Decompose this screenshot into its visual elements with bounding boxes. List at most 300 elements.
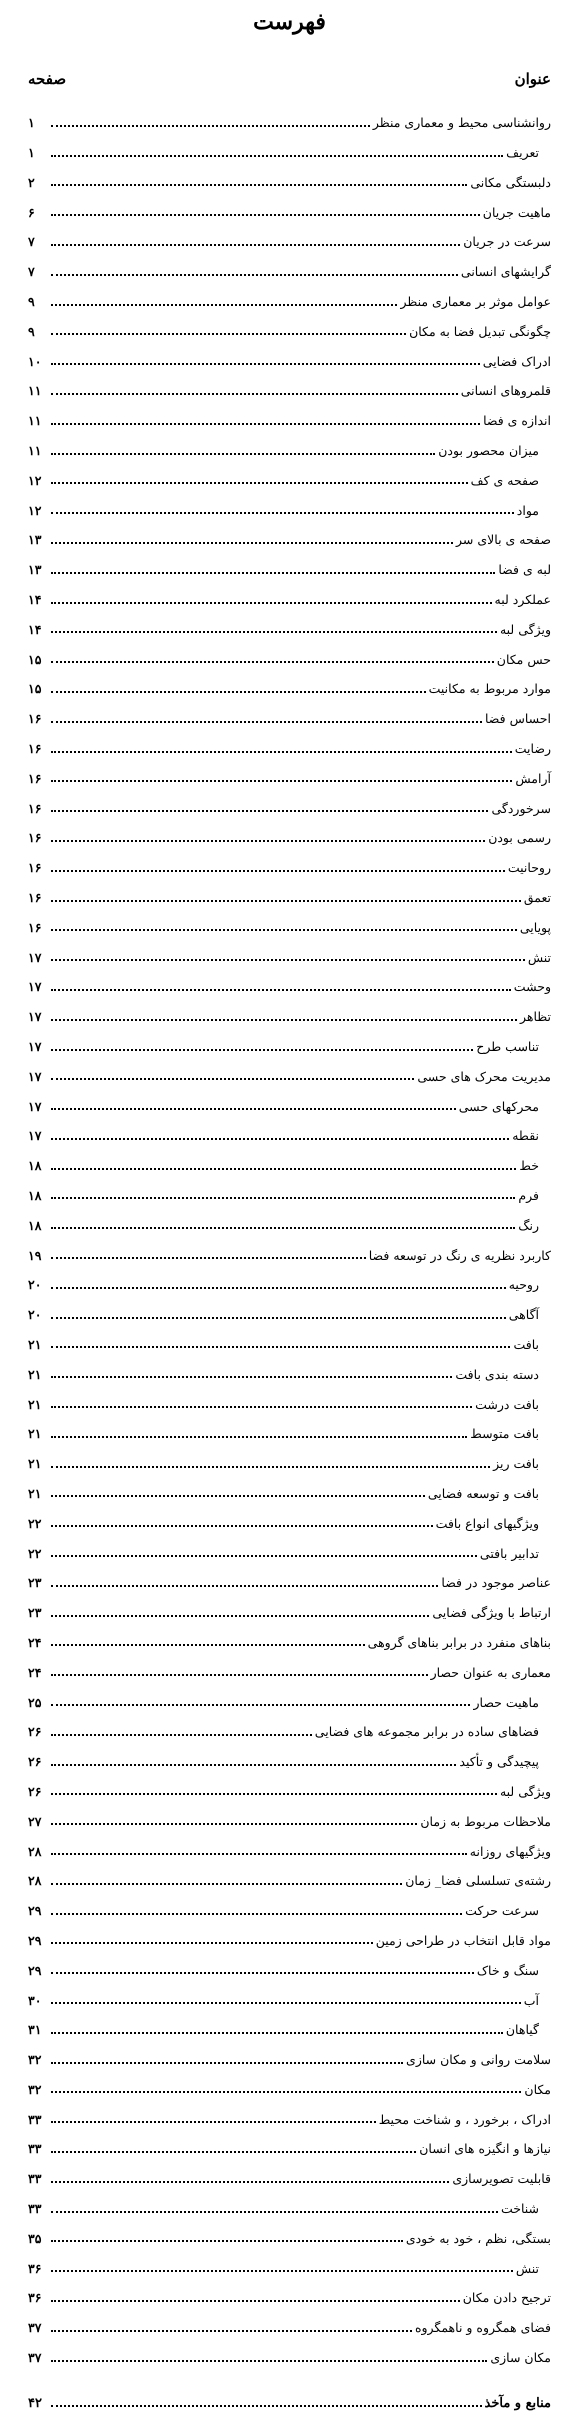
- dot-leader: [51, 1018, 517, 1021]
- dot-leader: [51, 511, 514, 514]
- dot-leader: [51, 690, 426, 693]
- toc-entry: [28, 1769, 551, 1799]
- toc-entry-page-number: ۱۶: [28, 770, 42, 786]
- dot-leader: [51, 243, 460, 246]
- toc-entry-page-number: ۱۶: [28, 919, 42, 935]
- toc-entry-page-number: ۱۸: [28, 1158, 42, 1174]
- toc-entry-title: شناخت: [500, 2201, 539, 2217]
- toc-entry-title: لبه ی فضا: [498, 562, 551, 578]
- toc-entry: [28, 1143, 551, 1173]
- toc-entry: [28, 100, 551, 130]
- toc-entry-title: ویژگی لبه: [499, 1783, 551, 1799]
- toc-entry: [28, 2126, 551, 2156]
- toc-entry-page-number: ۷: [28, 234, 35, 250]
- dot-leader: [51, 1167, 516, 1170]
- dot-leader: [51, 2180, 449, 2183]
- dot-leader: [51, 1733, 312, 1736]
- toc-entry-page-number: ۳۳: [28, 2171, 42, 2187]
- toc-entry-title: مکان: [524, 2081, 551, 2097]
- dot-leader: [51, 1792, 497, 1795]
- toc-entry-page-number: ۳۲: [28, 2081, 42, 2097]
- dot-leader: [51, 1703, 470, 1706]
- toc-entry-page-number: ۲۸: [28, 1843, 42, 1859]
- toc-entry: [28, 875, 551, 905]
- toc-entry: [28, 1083, 551, 1113]
- toc-entry: [28, 2335, 551, 2365]
- dot-leader: [51, 541, 453, 544]
- toc-entry-page-number: ۲۳: [28, 1605, 42, 1621]
- toc-list: [28, 100, 551, 2410]
- dot-leader: [51, 481, 468, 484]
- dot-leader: [51, 1196, 515, 1199]
- toc-entry-title: سرخوردگی: [491, 800, 551, 816]
- toc-entry: [28, 2156, 551, 2186]
- toc-entry-title: مواد: [516, 502, 539, 518]
- toc-entry-title: گرایشهای انسانی: [460, 264, 551, 280]
- toc-entry: [28, 1709, 551, 1739]
- toc-entry-title: مکان سازی: [490, 2350, 551, 2366]
- toc-entry-page-number: ۲۶: [28, 1724, 42, 1740]
- toc-entry-title: رنگ: [518, 1217, 539, 1233]
- toc-entry: [28, 1471, 551, 1501]
- toc-entry-title: معماری به عنوان حصار: [430, 1664, 551, 1680]
- dot-leader: [51, 1345, 510, 1348]
- toc-entry: [28, 1054, 551, 1084]
- dot-leader: [51, 1912, 462, 1915]
- dot-leader: [51, 2210, 498, 2213]
- dot-leader: [51, 1524, 433, 1527]
- toc-entry: [28, 785, 551, 815]
- dot-leader: [51, 1852, 467, 1855]
- toc-entry-page-number: ۱۲: [28, 472, 42, 488]
- toc-entry: [28, 130, 551, 160]
- toc-entry-title: ادراک فضایی: [482, 353, 551, 369]
- toc-entry: [28, 1113, 551, 1143]
- toc-entry-title: اندازه ی فضا: [483, 413, 551, 429]
- toc-entry: [28, 2275, 551, 2305]
- toc-entry: [28, 1858, 551, 1888]
- dot-leader: [51, 988, 511, 991]
- toc-entry-title: کاربرد نظریه ی رنگ در توسعه فضا: [368, 1247, 551, 1263]
- toc-entry: [28, 2037, 551, 2067]
- dot-leader: [51, 1405, 472, 1408]
- dot-leader: [51, 1137, 509, 1140]
- toc-entry-title: روحیه: [508, 1277, 539, 1293]
- toc-entry: [28, 636, 551, 666]
- toc-entry-title: سلامت روانی و مکان سازی: [406, 2052, 551, 2068]
- dot-leader: [51, 1643, 365, 1646]
- toc-entry-title: عملکرد لبه: [494, 592, 551, 608]
- toc-entry-title: تدابیر بافتی: [479, 1545, 539, 1561]
- toc-entry-title: ویژگیهای انواع بافت: [435, 1515, 539, 1531]
- dot-leader: [51, 362, 480, 365]
- dot-leader: [51, 2090, 521, 2093]
- dot-leader: [51, 332, 406, 335]
- toc-entry-title: خط: [519, 1158, 539, 1174]
- toc-entry: [28, 517, 551, 547]
- toc-entry-page-number: ۱۸: [28, 1217, 42, 1233]
- toc-entry: [28, 487, 551, 517]
- toc-entry-title: تناسب طرح: [476, 1039, 539, 1054]
- toc-entry-title: گیاهان: [505, 2022, 539, 2038]
- dot-leader: [51, 660, 494, 663]
- toc-entry-title: نیازها و انگیزه های انسان: [419, 2141, 551, 2157]
- toc-entry-page-number: ۱۴: [28, 592, 42, 608]
- toc-entry-page-number: ۲۱: [28, 1426, 42, 1442]
- toc-entry: [28, 1649, 551, 1679]
- toc-entry-title: قلمروهای انسانی: [460, 383, 551, 399]
- toc-entry-page-number: ۱۶: [28, 890, 42, 906]
- dot-leader: [51, 1465, 490, 1468]
- dot-leader: [51, 839, 485, 842]
- toc-entry-page-number: ۲۱: [28, 1366, 42, 1382]
- toc-entry-page-number: ۲۱: [28, 1485, 42, 1501]
- dot-leader: [51, 2329, 412, 2332]
- toc-entry: [28, 428, 551, 458]
- toc-entry-title: عناصر موجود در فضا: [441, 1575, 551, 1591]
- toc-entry-page-number: ۳۱: [28, 2022, 42, 2038]
- dot-leader: [51, 2120, 376, 2123]
- toc-entry-page-number: ۲۹: [28, 1903, 42, 1919]
- toc-entry-title: بافت ریز: [493, 1456, 539, 1472]
- toc-entry-page-number: ۳۰: [28, 1992, 42, 2008]
- dot-leader: [51, 422, 480, 425]
- toc-entry: [28, 1292, 551, 1322]
- toc-entry-page-number: ۱۳: [28, 562, 42, 578]
- toc-entry-page-number: ۴۲: [28, 2396, 42, 2411]
- toc-entry-title: سرعت در جریان: [463, 234, 551, 250]
- toc-entry-page-number: ۳۶: [28, 2260, 42, 2276]
- toc-entry: [28, 249, 551, 279]
- toc-entry-page-number: ۲۰: [28, 1307, 42, 1323]
- dot-leader: [51, 303, 397, 306]
- toc-entry-page-number: ۱۷: [28, 979, 42, 995]
- toc-entry-title: ویژگیهای روزانه: [469, 1843, 551, 1859]
- toc-entry-page-number: ۲۶: [28, 1754, 42, 1770]
- toc-entry-page-number: ۲۱: [28, 1456, 42, 1472]
- toc-entry: [28, 368, 551, 398]
- toc-entry: [28, 1232, 551, 1262]
- toc-entry: [28, 458, 551, 488]
- toc-entry: [28, 1947, 551, 1977]
- toc-entry-page-number: ۹: [28, 294, 35, 310]
- toc-entry-title: احساس فضا: [484, 711, 551, 727]
- toc-entry: [28, 1411, 551, 1441]
- toc-entry-title: نقطه: [512, 1128, 539, 1144]
- toc-entry-title: سنگ و خاک: [476, 1962, 539, 1978]
- toc-entry-title: میزان محصور بودن: [438, 443, 539, 459]
- toc-entry: [28, 696, 551, 726]
- toc-entry-title: آرامش: [515, 770, 551, 786]
- dot-leader: [51, 1048, 473, 1051]
- toc-entry-page-number: ۲۶: [28, 1783, 42, 1799]
- toc-entry-title: دسته بندی بافت: [455, 1366, 539, 1382]
- toc-entry: [28, 1530, 551, 1560]
- toc-entry-title: پویایی: [519, 919, 551, 935]
- dot-leader: [51, 899, 521, 902]
- toc-entry-page-number: ۱۱: [28, 413, 42, 429]
- toc-entry-title: محرکهای حسی: [458, 1098, 539, 1114]
- toc-entry-page-number: ۱۷: [28, 1068, 42, 1084]
- toc-entry: [28, 2305, 551, 2335]
- toc-entry-page-number: ۱۲: [28, 502, 42, 518]
- dot-leader: [51, 2031, 503, 2034]
- toc-entry-title: عوامل موثر بر معماری منظر: [400, 294, 551, 310]
- toc-entry-page-number: ۱۶: [28, 800, 42, 816]
- toc-entry-page-number: ۷: [28, 264, 35, 280]
- toc-entry-page-number: ۳۲: [28, 2052, 42, 2068]
- toc-entry: [28, 1798, 551, 1828]
- dot-leader: [51, 2239, 403, 2242]
- toc-entry: [28, 1918, 551, 1948]
- toc-entry-title: تنش: [515, 2260, 539, 2276]
- toc-entry-page-number: ۲۹: [28, 1932, 42, 1948]
- toc-entry-title: مواد قابل انتخاب در طراحی زمین: [375, 1932, 551, 1948]
- toc-entry: [28, 1679, 551, 1709]
- toc-entry-page-number: ۲۴: [28, 1664, 42, 1680]
- toc-entry: [28, 279, 551, 309]
- dot-leader: [51, 1941, 373, 1944]
- toc-entry-page-number: ۱۶: [28, 711, 42, 727]
- toc-entry-title: ملاحظات مربوط به زمان: [420, 1813, 551, 1829]
- dot-leader: [51, 958, 525, 961]
- toc-entry-page-number: ۶: [28, 204, 35, 220]
- toc-entry: [28, 309, 551, 339]
- toc-entry: [28, 815, 551, 845]
- toc-entry-title: ماهیت حصار: [473, 1694, 539, 1710]
- toc-entry: [28, 219, 551, 249]
- dot-leader: [51, 1673, 428, 1676]
- toc-entry: [28, 756, 551, 786]
- dot-leader: [51, 1316, 506, 1319]
- toc-entry: [28, 1441, 551, 1471]
- toc-entry: [28, 1351, 551, 1381]
- toc-entry: [28, 905, 551, 935]
- toc-entry-title: فضاهای ساده در برابر مجموعه های فضایی: [314, 1724, 539, 1740]
- toc-entry-page-number: ۱: [28, 145, 35, 161]
- toc-entry: [28, 666, 551, 696]
- dot-leader: [51, 779, 512, 782]
- dot-leader: [51, 183, 467, 186]
- toc-entry: [28, 2216, 551, 2246]
- toc-entry: [28, 607, 551, 637]
- toc-entry-title: صفحه ی بالای سر: [456, 532, 551, 548]
- toc-entry-title: روحانیت: [507, 860, 551, 876]
- dot-leader: [51, 750, 512, 753]
- toc-entry-page-number: ۱۷: [28, 1039, 42, 1054]
- toc-entry-page-number: ۹: [28, 323, 35, 339]
- toc-entry: [28, 2096, 551, 2126]
- toc-entry-references: [28, 2381, 551, 2411]
- toc-entry-title: بافت درشت: [475, 1396, 539, 1412]
- toc-entry: [28, 845, 551, 875]
- toc-entry-page-number: ۱۰: [28, 353, 42, 369]
- toc-entry-page-number: ۲۳: [28, 1575, 42, 1591]
- dot-leader: [51, 1822, 417, 1825]
- dot-leader: [51, 1107, 456, 1110]
- toc-entry: [28, 1322, 551, 1352]
- toc-entry-page-number: ۱۹: [28, 1247, 42, 1263]
- dot-leader: [51, 124, 370, 127]
- toc-entry-page-number: ۳۶: [28, 2290, 42, 2306]
- toc-entry: [28, 2245, 551, 2275]
- dot-leader: [51, 571, 495, 574]
- dot-leader: [51, 1763, 456, 1766]
- toc-entry-title: تعریف: [506, 145, 539, 161]
- toc-entry: [28, 726, 551, 756]
- toc-entry: [28, 1500, 551, 1530]
- dot-leader: [51, 2001, 521, 2004]
- toc-entry-title: آب: [523, 1992, 539, 2008]
- toc-entry-page-number: ۲۰: [28, 1277, 42, 1293]
- toc-entry-title: تعمق: [523, 890, 551, 906]
- toc-entry-title: رشته‌ی تسلسلی فضا_ زمان: [405, 1873, 551, 1889]
- dot-leader: [51, 1971, 474, 1974]
- topic-column-label: عنوان: [514, 70, 551, 88]
- dot-leader: [51, 1494, 425, 1497]
- toc-entry-page-number: ۱۱: [28, 443, 42, 459]
- toc-entry: [28, 1262, 551, 1292]
- dot-leader: [51, 1584, 438, 1587]
- toc-entry-page-number: ۲۸: [28, 1873, 42, 1889]
- toc-entry-page-number: ۲۴: [28, 1634, 42, 1650]
- toc-entry-page-number: ۱۷: [28, 949, 42, 965]
- toc-entry-title: آگاهی: [508, 1307, 539, 1323]
- toc-entry-title: مدیریت محرک های حسی: [417, 1068, 551, 1084]
- toc-entry-page-number: ۳۳: [28, 2141, 42, 2157]
- toc-entry: [28, 1024, 551, 1054]
- toc-entry: [28, 398, 551, 428]
- dot-leader: [51, 720, 482, 723]
- dot-leader: [51, 273, 458, 276]
- toc-entry-title: قابلیت تصویرسازی: [452, 2171, 551, 2187]
- dot-leader: [51, 630, 497, 633]
- dot-leader: [51, 1226, 515, 1229]
- toc-entry: [28, 1828, 551, 1858]
- toc-entry-title: فضای همگروه و ناهمگروه: [414, 2320, 551, 2336]
- dot-leader: [51, 1256, 366, 1259]
- toc-entry-page-number: ۱۶: [28, 860, 42, 876]
- dot-leader: [51, 1375, 452, 1378]
- toc-entry-title: بناهای منفرد در برابر بناهای گروهی: [367, 1634, 551, 1650]
- toc-entry: [28, 1560, 551, 1590]
- toc-entry: [28, 338, 551, 368]
- toc-entry-page-number: ۱۳: [28, 532, 42, 548]
- toc-entry-page-number: ۲۹: [28, 1962, 42, 1978]
- dot-leader: [51, 452, 435, 455]
- toc-entry: [28, 1888, 551, 1918]
- toc-entry-title: رسمی بودن: [488, 830, 551, 846]
- toc-entry-title: منابع و مآخذ: [484, 2396, 551, 2411]
- toc-entry-title: تنش: [527, 949, 551, 965]
- toc-entry-title: تظاهر: [519, 1009, 551, 1025]
- dot-leader: [51, 1554, 477, 1557]
- toc-entry-page-number: ۲۷: [28, 1813, 42, 1829]
- dot-leader: [51, 1882, 402, 1885]
- dot-leader: [51, 2359, 487, 2362]
- toc-entry-title: ویژگی لبه: [499, 621, 551, 637]
- toc-entry-page-number: ۳۷: [28, 2350, 42, 2366]
- toc-entry-title: روانشناسی محیط و معماری منظر: [372, 115, 551, 131]
- toc-entry-page-number: ۱: [28, 115, 35, 131]
- dot-leader: [51, 2404, 482, 2407]
- dot-leader: [51, 1435, 467, 1438]
- page-column-label: صفحه: [28, 70, 67, 88]
- toc-entry-page-number: ۲۵: [28, 1694, 42, 1710]
- toc-entry: [28, 1381, 551, 1411]
- page-title: فهرست: [253, 9, 326, 35]
- toc-entry-title: بستگی، نظم ، خود به خودی: [405, 2230, 551, 2246]
- toc-entry: [28, 2067, 551, 2097]
- toc-entry-title: چگونگی تبدیل فضا به مکان: [409, 323, 551, 339]
- toc-entry-page-number: ۱۷: [28, 1128, 42, 1144]
- toc-header: [28, 62, 551, 96]
- toc-entry: [28, 189, 551, 219]
- dot-leader: [51, 2269, 513, 2272]
- dot-leader: [51, 2061, 403, 2064]
- toc-entry: [28, 1739, 551, 1769]
- toc-entry-page-number: ۲۲: [28, 1545, 42, 1561]
- toc-entry-page-number: ۱۸: [28, 1187, 42, 1203]
- toc-entry: [28, 547, 551, 577]
- toc-entry: [28, 934, 551, 964]
- toc-entry-title: سرعت حرکت: [465, 1903, 539, 1919]
- toc-entry-title: بافت و توسعه فضایی: [427, 1485, 539, 1501]
- toc-entry-page-number: ۳۵: [28, 2230, 42, 2246]
- toc-entry: [28, 2007, 551, 2037]
- toc-entry-page-number: ۳۷: [28, 2320, 42, 2336]
- toc-entry: [28, 964, 551, 994]
- toc-entry-page-number: ۱۱: [28, 383, 42, 399]
- toc-entry: [28, 1173, 551, 1203]
- toc-entry-page-number: ۱۵: [28, 681, 42, 697]
- toc-entry-title: فرم: [518, 1187, 539, 1203]
- toc-entry-page-number: ۲: [28, 174, 35, 190]
- dot-leader: [51, 392, 458, 395]
- toc-entry: [28, 1977, 551, 2007]
- toc-entry-page-number: ۲۱: [28, 1396, 42, 1412]
- toc-entry-title: بافت متوسط: [470, 1426, 539, 1442]
- toc-entry-page-number: ۲۲: [28, 1515, 42, 1531]
- toc-entry: [28, 2186, 551, 2216]
- toc-entry: [28, 1202, 551, 1232]
- toc-entry: [28, 994, 551, 1024]
- toc-entry: [28, 1620, 551, 1650]
- toc-entry-title: ترجیح دادن مکان: [462, 2290, 551, 2306]
- toc-entry-title: موارد مربوط به مکانیت: [428, 681, 551, 697]
- toc-entry-page-number: ۱۶: [28, 830, 42, 846]
- dot-leader: [51, 809, 488, 812]
- dot-leader: [51, 154, 503, 157]
- toc-entry-page-number: ۱۷: [28, 1098, 42, 1114]
- toc-entry-title: ادراک ، برخورد ، و شناخت محیط: [378, 2111, 551, 2127]
- toc-entry-title: صفحه ی کف: [470, 472, 539, 488]
- toc-entry-page-number: ۲۱: [28, 1336, 42, 1352]
- toc-entry-page-number: ۱۴: [28, 621, 42, 637]
- dot-leader: [51, 1077, 414, 1080]
- dot-leader: [51, 1286, 506, 1289]
- toc-entry-page-number: ۳۳: [28, 2201, 42, 2217]
- toc-entry-title: حس مکان: [496, 651, 551, 667]
- toc-entry-title: پیچیدگی و تأکید: [459, 1754, 539, 1770]
- toc-entry-title: رضایت: [514, 741, 551, 757]
- dot-leader: [51, 601, 492, 604]
- dot-leader: [51, 2150, 416, 2153]
- toc-entry-title: دلبستگی مکانی: [470, 174, 551, 190]
- toc-entry: [28, 1590, 551, 1620]
- dot-leader: [51, 869, 505, 872]
- dot-leader: [51, 928, 517, 931]
